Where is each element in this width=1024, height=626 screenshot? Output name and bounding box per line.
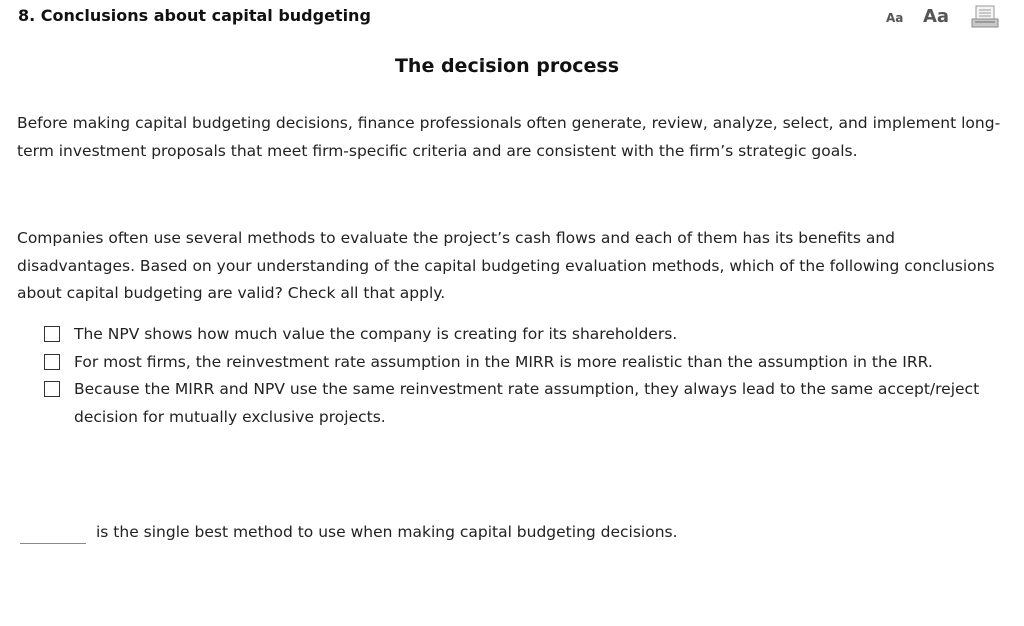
option-label: Because the MIRR and NPV use the same reinvestment rate assumption, they always lead to the same accept/reject decision for mutually exclusive projects. bbox=[74, 380, 980, 426]
print-icon[interactable] bbox=[971, 5, 999, 29]
increase-font-button[interactable]: Aa bbox=[923, 6, 950, 27]
checkbox[interactable] bbox=[44, 354, 60, 370]
question-title: 8. Conclusions about capital budgeting bbox=[18, 6, 371, 25]
option-label: The NPV shows how much value the company is creating for its shareholders. bbox=[74, 325, 678, 343]
intro-paragraph: Before making capital budgeting decisions, finance professionals often generate, review, analyze, select, and implement long-term investment proposals that meet firm-specific criteria and are consistent with the firm’s strategic goals. bbox=[17, 114, 1001, 160]
option-npv-value[interactable] bbox=[44, 321, 1004, 349]
question-paragraph: Companies often use several methods to evaluate the project’s cash flows and each of them has its benefits and disadvantages. Based on your understanding of the capital budgeting evaluation methods, which of the following conclusions about capital budgeting are valid? Check all that apply. bbox=[17, 229, 995, 302]
section-heading: The decision process bbox=[394, 55, 620, 77]
checkbox[interactable] bbox=[44, 326, 60, 342]
checkbox[interactable] bbox=[44, 381, 60, 397]
method-dropdown-blank[interactable] bbox=[20, 543, 86, 544]
fill-in-statement: is the single best method to use when making capital budgeting decisions. bbox=[96, 523, 678, 541]
decrease-font-button[interactable]: Aa bbox=[886, 11, 904, 25]
option-mirr-reinvestment[interactable] bbox=[44, 349, 1004, 377]
option-mirr-npv-same-decision[interactable] bbox=[44, 376, 1004, 431]
option-label: For most firms, the reinvestment rate assumption in the MIRR is more realistic than the assumption in the IRR. bbox=[74, 352, 933, 371]
checkbox-options bbox=[44, 321, 1004, 431]
